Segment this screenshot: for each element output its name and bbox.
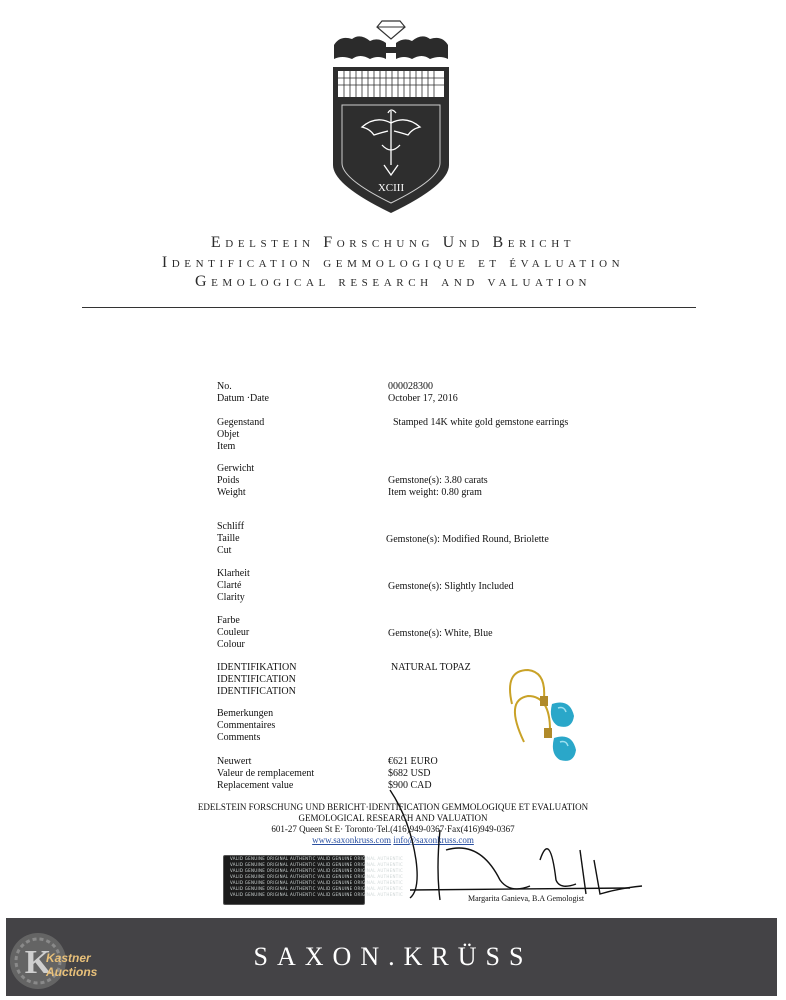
value-cad: $900 CAD	[388, 780, 432, 791]
hologram-line: VALID GENUINE ORIGINAL AUTHENTIC VALID GENUINE ORIGINAL AUTHENTIC	[230, 886, 404, 891]
cut-value: Gemstone(s): Modified Round, Briolette	[386, 534, 549, 545]
item-value: Stamped 14K white gold gemstone earrings	[393, 417, 569, 428]
clarity-label-en: Clarity	[217, 592, 245, 603]
shield-icon	[333, 67, 449, 213]
svg-text:Auctions: Auctions	[46, 965, 98, 979]
crest-emblem	[330, 15, 452, 215]
header-divider	[82, 307, 696, 308]
comments-label-en: Comments	[217, 732, 261, 743]
clarity-label-fr: Clarté	[217, 580, 242, 591]
item-label-de: Gegenstand	[217, 417, 265, 428]
footer-address-line: 601-27 Queen St E· Toronto·Tel.(416)949-0367·Fax(416)949-0367	[271, 824, 515, 834]
identification-value: NATURAL TOPAZ	[391, 662, 471, 673]
weight-label-en: Weight	[217, 487, 246, 498]
date-label: Datum ·Date	[217, 393, 269, 404]
svg-text:K: K	[24, 944, 52, 981]
value-eur: €621 EURO	[388, 756, 438, 767]
colour-label-de: Farbe	[217, 615, 240, 626]
number-label: No.	[217, 381, 232, 392]
clarity-label-de: Klarheit	[217, 568, 250, 579]
auction-logo	[8, 925, 114, 995]
value-label-de: Neuwert	[217, 756, 252, 767]
colour-value: Gemstone(s): White, Blue	[388, 628, 493, 639]
identification-label-en: IDENTIFICATION	[217, 686, 296, 697]
hologram-line: VALID GENUINE ORIGINAL AUTHENTIC VALID GENUINE ORIGINAL AUTHENTIC	[230, 856, 404, 861]
signer-name: Margarita Ganieva, B.A Gemologist	[468, 894, 585, 903]
title-french: Identification gemmologique et évaluation	[161, 254, 625, 271]
item-label-en: Item	[217, 441, 236, 452]
email-link[interactable]: info@saxonkruss.com	[393, 835, 474, 845]
value-usd: $682 USD	[388, 768, 431, 779]
certificate-number: 000028300	[388, 381, 433, 392]
identification-label-fr: IDENTIFICATION	[217, 674, 296, 685]
svg-text:XCIII: XCIII	[377, 182, 405, 194]
title-german: Edelstein Forschung Und Bericht	[210, 234, 576, 251]
comments-label-de: Bemerkungen	[217, 708, 274, 719]
clarity-value: Gemstone(s): Slightly Included	[388, 581, 514, 592]
item-weight: Item weight: 0.80 gram	[388, 487, 482, 498]
comments-label-fr: Commentaires	[217, 720, 276, 731]
title-english: Gemological research and valuation	[194, 273, 592, 290]
lions-icon	[334, 36, 448, 59]
website-link[interactable]: www.saxonkruss.com	[312, 835, 392, 845]
gemstone-weight: Gemstone(s): 3.80 carats	[388, 475, 488, 486]
earrings-photo	[494, 664, 604, 774]
footer-subtitle-line: GEMOLOGICAL RESEARCH AND VALUATION	[298, 813, 488, 823]
hologram-line: VALID GENUINE ORIGINAL AUTHENTIC VALID GENUINE ORIGINAL AUTHENTIC	[230, 880, 404, 885]
weight-label-de: Gerwicht	[217, 463, 255, 474]
footer-company-line: EDELSTEIN FORSCHUNG UND BERICHT·IDENTIFICATION GEMMOLOGIQUE ET EVALUATION	[197, 802, 589, 812]
identification-label-de: IDENTIFIKATION	[217, 662, 297, 673]
hologram-line: VALID GENUINE ORIGINAL AUTHENTIC VALID GENUINE ORIGINAL AUTHENTIC	[230, 868, 404, 873]
item-label-fr: Objet	[217, 429, 240, 440]
weight-label-fr: Poids	[217, 475, 240, 486]
certificate-date: October 17, 2016	[388, 393, 458, 404]
value-label-en: Replacement value	[217, 780, 294, 791]
cut-label-de: Schliff	[217, 521, 245, 532]
brand-name: SAXON.KRÜSS	[253, 942, 533, 971]
hologram-line: VALID GENUINE ORIGINAL AUTHENTIC VALID GENUINE ORIGINAL AUTHENTIC	[230, 892, 404, 897]
colour-label-en: Colour	[217, 639, 245, 650]
cut-label-en: Cut	[217, 545, 232, 556]
hologram-line: VALID GENUINE ORIGINAL AUTHENTIC VALID GENUINE ORIGINAL AUTHENTIC	[230, 862, 404, 867]
diamond-icon	[377, 21, 405, 39]
cut-label-fr: Taille	[217, 533, 240, 544]
colour-label-fr: Couleur	[217, 627, 250, 638]
hologram-seal	[223, 855, 404, 905]
hologram-line: VALID GENUINE ORIGINAL AUTHENTIC VALID GENUINE ORIGINAL AUTHENTIC	[230, 874, 404, 879]
svg-text:Kastner: Kastner	[46, 951, 91, 965]
gemologist-signature	[380, 790, 650, 910]
value-label-fr: Valeur de remplacement	[217, 768, 315, 779]
